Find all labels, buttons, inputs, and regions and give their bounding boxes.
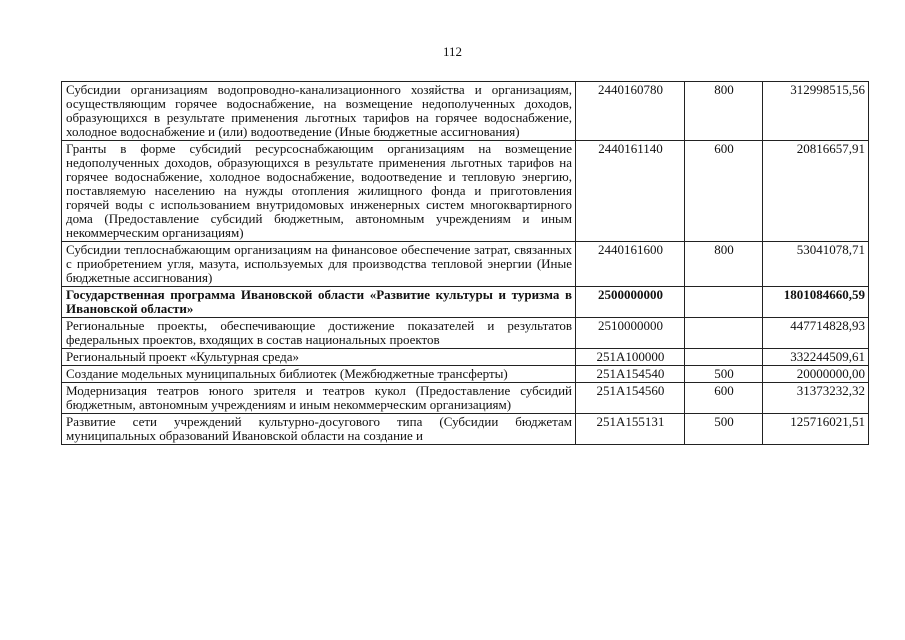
table-row	[62, 242, 869, 287]
table-row	[62, 287, 869, 318]
page-number: 112	[442, 44, 463, 59]
expense-type-cell: 500	[685, 366, 763, 383]
target-code-cell: 251А100000	[576, 349, 685, 366]
item-name-cell: Модернизация театров юного зрителя и театров кукол (Предоставление субсидий бюджетным, автономным учреждениям и иным некоммерческим организациям)	[62, 383, 576, 414]
table-row	[62, 414, 869, 445]
amount-cell: 1801084660,59	[763, 287, 869, 318]
expense-type-cell	[685, 349, 763, 366]
target-code-cell: 2440160780	[576, 82, 685, 141]
expense-type-cell: 600	[685, 141, 763, 242]
expense-type-cell: 500	[685, 414, 763, 445]
item-name-cell: Гранты в форме субсидий ресурсоснабжающим организациям на возмещение недополученных доходов, образующихся в результате применения льготных тарифов на горячее водоснабжение, холодное водоснабжение, водоотведение и тепловую энергию, поставляемую населению на нужды отопления жилищного фонда и приготовления горячей воды с использованием внутридомовых инженерных систем многоквартирного дома (Предоставление субсидий бюджетным, автономным учреждениям и иным некоммерческим организациям)	[62, 141, 576, 242]
item-name-cell: Государственная программа Ивановской области «Развитие культуры и туризма в Ивановской области»	[62, 287, 576, 318]
expense-type-cell: 800	[685, 242, 763, 287]
amount-cell: 125716021,51	[763, 414, 869, 445]
target-code-cell: 251А155131	[576, 414, 685, 445]
item-name-cell: Развитие сети учреждений культурно-досугового типа (Субсидии бюджетам муниципальных образований Ивановской области на создание и	[62, 414, 576, 445]
item-name-cell: Субсидии теплоснабжающим организациям на финансовое обеспечение затрат, связанных с приобретением угля, мазута, используемых для производства тепловой энергии (Иные бюджетные ассигнования)	[62, 242, 576, 287]
amount-cell: 53041078,71	[763, 242, 869, 287]
amount-cell: 31373232,32	[763, 383, 869, 414]
expense-type-cell	[685, 287, 763, 318]
item-name-cell: Региональные проекты, обеспечивающие достижение показателей и результатов федеральных проектов, входящих в состав национальных проектов	[62, 318, 576, 349]
expense-type-cell: 600	[685, 383, 763, 414]
target-code-cell: 251А154560	[576, 383, 685, 414]
target-code-cell: 2510000000	[576, 318, 685, 349]
item-name-cell: Создание модельных муниципальных библиотек (Межбюджетные трансферты)	[62, 366, 576, 383]
amount-cell: 20000000,00	[763, 366, 869, 383]
budget-table-body	[62, 82, 869, 445]
table-row	[62, 141, 869, 242]
amount-cell: 332244509,61	[763, 349, 869, 366]
expense-type-cell	[685, 318, 763, 349]
item-name-cell: Региональный проект «Культурная среда»	[62, 349, 576, 366]
table-row	[62, 366, 869, 383]
table-row	[62, 383, 869, 414]
amount-cell: 447714828,93	[763, 318, 869, 349]
amount-cell: 312998515,56	[763, 82, 869, 141]
table-row	[62, 82, 869, 141]
amount-cell: 20816657,91	[763, 141, 869, 242]
target-code-cell: 251А154540	[576, 366, 685, 383]
budget-table	[61, 81, 869, 445]
expense-type-cell: 800	[685, 82, 763, 141]
target-code-cell: 2500000000	[576, 287, 685, 318]
target-code-cell: 2440161600	[576, 242, 685, 287]
table-row	[62, 349, 869, 366]
item-name-cell: Субсидии организациям водопроводно-канализационного хозяйства и организациям, осуществляющим горячее водоснабжение, на возмещение недополученных доходов, образующихся в результате применения льготных тарифов на горячее водоснабжение, холодное водоснабжение и (или) водоотведение (Иные бюджетные ассигнования)	[62, 82, 576, 141]
target-code-cell: 2440161140	[576, 141, 685, 242]
table-row	[62, 318, 869, 349]
